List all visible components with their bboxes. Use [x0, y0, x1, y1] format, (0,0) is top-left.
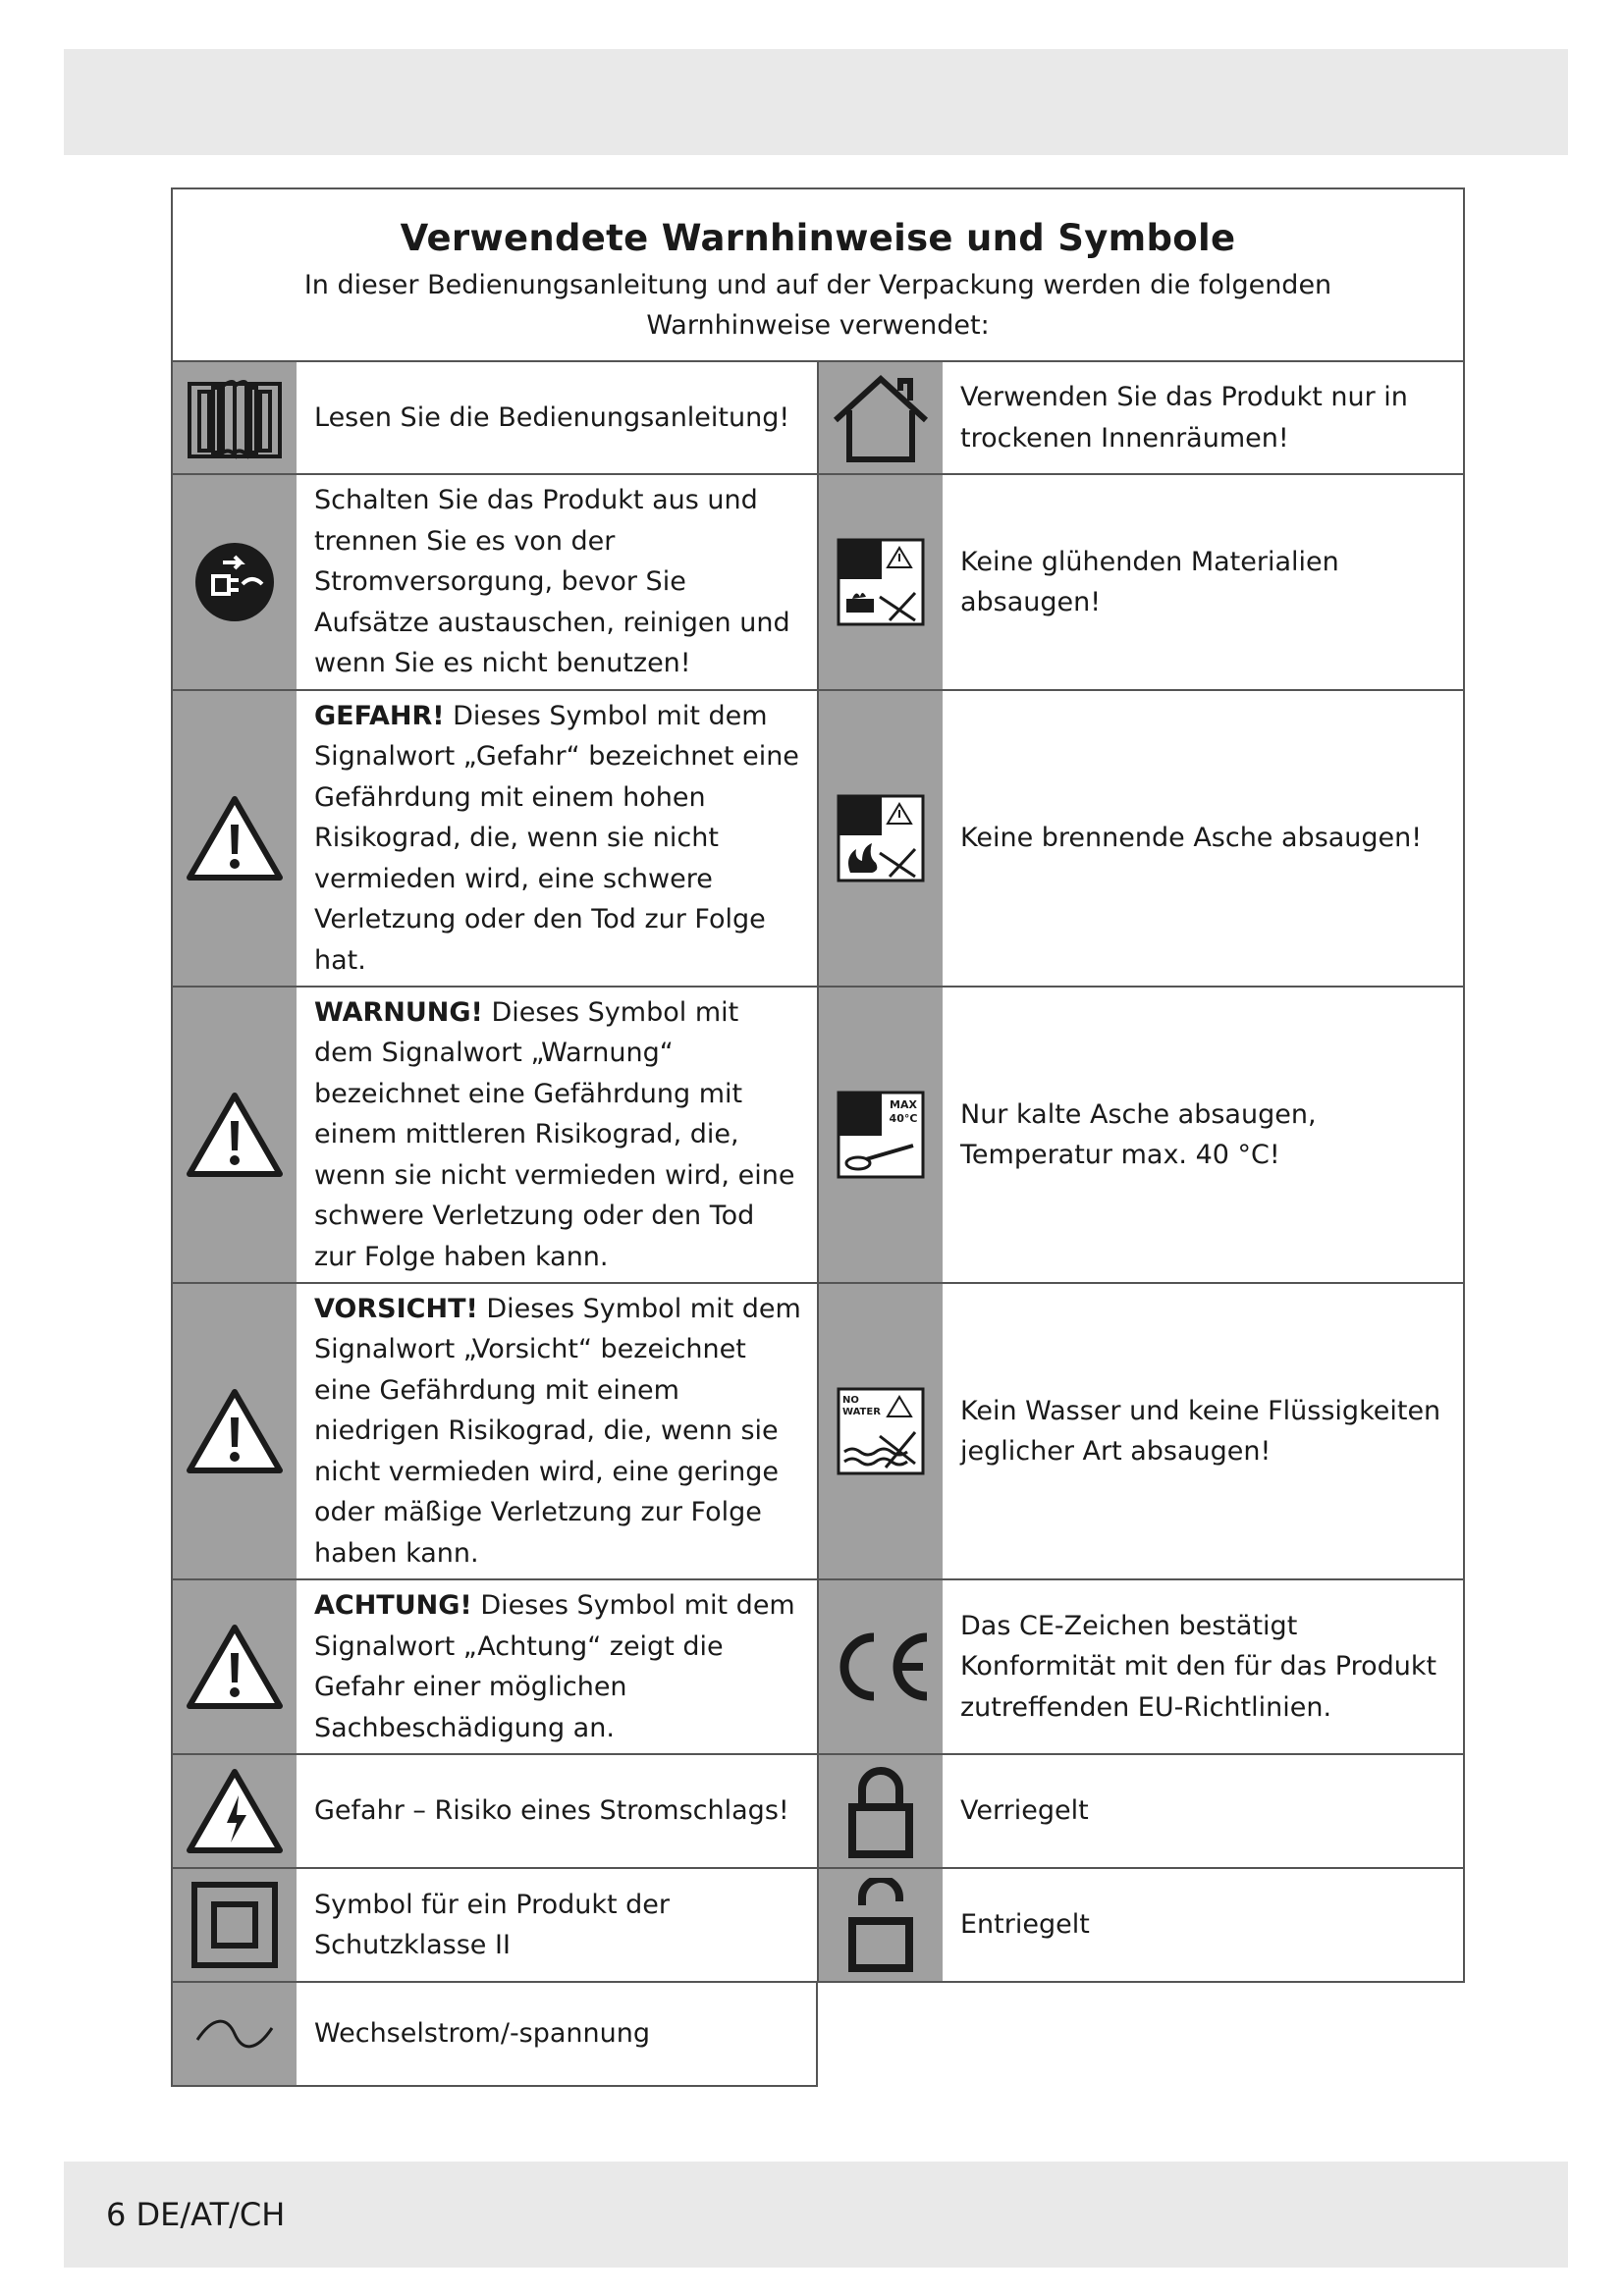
symbol-cell	[817, 691, 1463, 986]
symbol-cell	[817, 362, 1463, 473]
table-row	[171, 475, 1465, 691]
page-number: 6 DE/AT/CH	[106, 2196, 286, 2233]
intro-text: In dieser Bedienungsanleitung und auf der Verpackung werden die folgenden Warnhinweise verwendet:	[303, 270, 1332, 341]
symbol-description: Symbol für ein Produkt der Schutzklasse II	[314, 1889, 671, 1960]
symbol-description: Lesen Sie die Bedienungsanleitung!	[314, 401, 790, 433]
header-band	[64, 49, 1568, 155]
table-row	[171, 1580, 1465, 1755]
symbol-description: ACHTUNG! Dieses Symbol mit dem Signalwort „Achtung“ zeigt die Gefahr einer möglichen Sachbeschädigung an.	[314, 1590, 795, 1743]
symbol-cell	[173, 475, 817, 689]
symbol-description: Kein Wasser und keine Flüssigkeiten jeglicher Art absaugen!	[960, 1395, 1441, 1467]
symbol-cell	[817, 1580, 1463, 1753]
symbol-table	[171, 187, 1465, 2087]
lock-open-icon	[819, 1869, 943, 1981]
svg-text:MAX: MAX	[890, 1098, 917, 1111]
no-glowing-material-icon	[819, 475, 943, 689]
table-row	[171, 1983, 818, 2087]
warning-triangle-icon	[173, 691, 297, 986]
symbol-description: Nur kalte Asche absaugen, Temperatur max. 40 °C!	[960, 1098, 1317, 1170]
symbol-cell	[173, 1755, 817, 1867]
svg-text:40°C: 40°C	[889, 1112, 918, 1125]
protection-class-2-icon	[173, 1869, 297, 1981]
symbol-cell	[817, 1869, 1463, 1981]
ce-mark-icon	[819, 1580, 943, 1753]
no-burning-ash-icon	[819, 691, 943, 986]
symbol-description: Verwenden Sie das Produkt nur in trockenen Innenräumen!	[960, 382, 1408, 454]
symbol-cell	[173, 1580, 817, 1753]
symbol-cell	[817, 475, 1463, 689]
symbol-cell	[173, 988, 817, 1282]
table-row	[171, 691, 1465, 988]
symbol-description: WARNUNG! Dieses Symbol mit dem Signalwort „Warnung“ bezeichnet eine Gefährdung mit einem mittleren Risikograd, die, wenn sie nicht vermieden wird, eine schwere Verletzung oder den Tod zur Folge haben kann.	[314, 996, 795, 1272]
warning-triangle-icon	[173, 1580, 297, 1753]
table-header	[171, 187, 1465, 362]
symbol-description: GEFAHR! Dieses Symbol mit dem Signalwort „Gefahr“ bezeichnet eine Gefährdung mit einem hohen Risikograd, die, wenn sie nicht vermieden wird, eine schwere Verletzung oder den Tod zur Folge hat.	[314, 700, 799, 976]
table-row	[171, 1755, 1465, 1869]
symbol-cell	[817, 1284, 1463, 1578]
symbol-description: Das CE-Zeichen bestätigt Konformität mit den für das Produkt zutreffenden EU-Richtlinien.	[960, 1610, 1437, 1723]
table-row	[171, 1869, 1465, 1983]
no-water-icon	[819, 1284, 943, 1578]
house-icon	[819, 362, 943, 473]
symbol-cell	[173, 1869, 817, 1981]
symbol-cell	[817, 988, 1463, 1282]
table-row	[171, 362, 1465, 475]
symbol-description: Entriegelt	[960, 1909, 1090, 1941]
unplug-icon	[173, 475, 297, 689]
warning-triangle-icon	[173, 988, 297, 1282]
table-row	[171, 1284, 1465, 1580]
table-row	[171, 988, 1465, 1284]
lock-closed-icon	[819, 1755, 943, 1867]
symbol-description: Schalten Sie das Produkt aus und trennen Sie es von der Stromversorgung, bevor Sie Aufsätze austauschen, reinigen und wenn Sie es nicht benutzen!	[314, 485, 790, 679]
page-title: Verwendete Warnhinweise und Symbole	[400, 217, 1236, 259]
svg-text:WATER: WATER	[842, 1407, 881, 1417]
manual-book-icon	[173, 362, 297, 473]
symbol-cell	[817, 1755, 1463, 1867]
symbol-description: VORSICHT! Dieses Symbol mit dem Signalwort „Vorsicht“ bezeichnet eine Gefährdung mit einem niedrigen Risikograd, die, wenn sie nicht vermieden wird, eine geringe oder mäßige Verletzung zur Folge haben kann.	[314, 1293, 801, 1569]
symbol-description: Keine brennende Asche absaugen!	[960, 823, 1423, 854]
electric-shock-icon	[173, 1755, 297, 1867]
symbol-cell	[173, 1284, 817, 1578]
symbol-description: Gefahr – Risiko eines Stromschlags!	[314, 1795, 789, 1827]
footer-band	[64, 2162, 1568, 2268]
max-temperature-icon	[819, 988, 943, 1282]
symbol-description: Verriegelt	[960, 1795, 1089, 1827]
svg-text:NO: NO	[842, 1395, 859, 1406]
alternating-current-icon	[173, 1983, 297, 2085]
symbol-cell	[173, 362, 817, 473]
symbol-cell	[173, 691, 817, 986]
symbol-description: Wechselstrom/-spannung	[314, 2018, 651, 2050]
symbol-description: Keine glühenden Materialien absaugen!	[960, 546, 1339, 617]
warning-triangle-icon	[173, 1284, 297, 1578]
